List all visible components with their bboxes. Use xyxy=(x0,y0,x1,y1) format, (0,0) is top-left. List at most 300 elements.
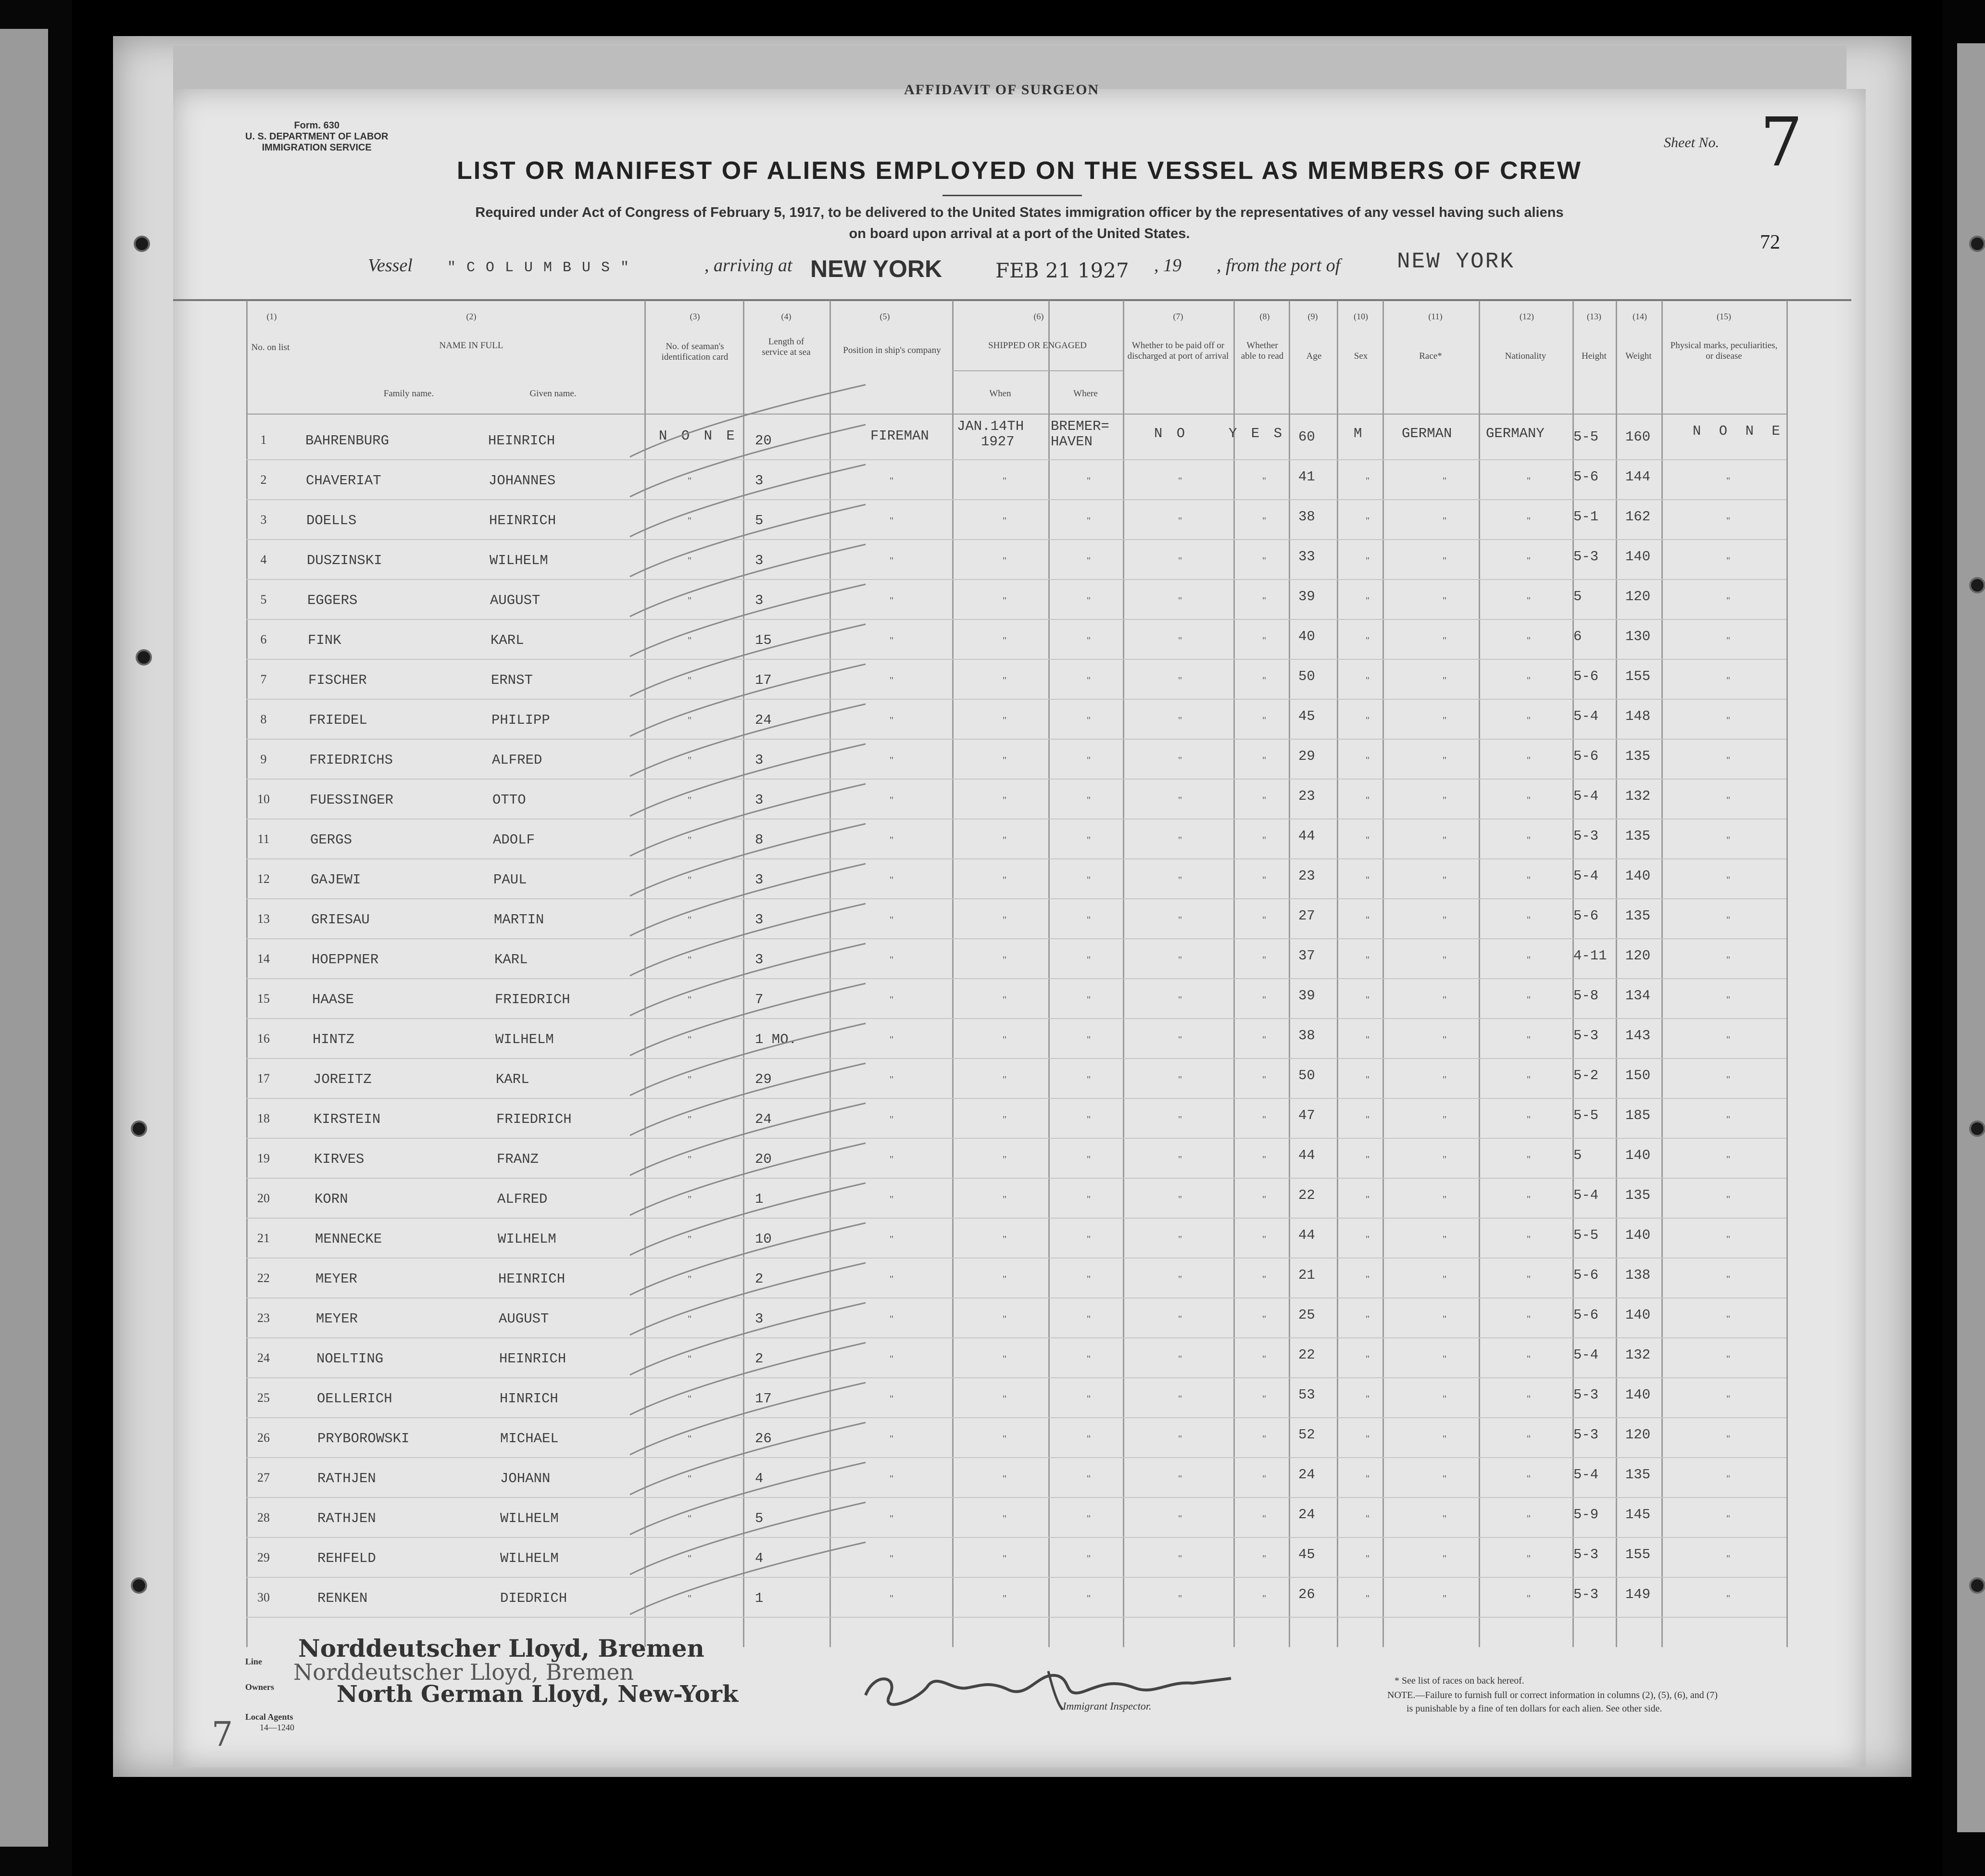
weight-cell: 144 xyxy=(1625,469,1651,485)
pencil-check-stroke xyxy=(630,504,866,577)
family-name-cell: MEYER xyxy=(316,1311,358,1327)
row-number: 17 xyxy=(257,1071,270,1085)
header-seaman-card: No. of seaman's identification card xyxy=(661,341,729,362)
ditto-mark: " xyxy=(688,755,692,766)
ditto-mark: " xyxy=(688,955,692,965)
ditto-mark: " xyxy=(1726,675,1731,686)
ditto-mark: " xyxy=(1527,835,1531,845)
row-number: 2 xyxy=(260,473,267,487)
weight-cell: 140 xyxy=(1625,1387,1651,1403)
ditto-mark: " xyxy=(1087,1194,1091,1205)
row-number: 24 xyxy=(257,1351,270,1365)
given-name-cell: HEINRICH xyxy=(489,513,556,529)
given-name-cell: JOHANN xyxy=(500,1471,551,1486)
given-name-cell: MICHAEL xyxy=(500,1431,559,1447)
length-of-service-cell: 20 xyxy=(755,1151,772,1167)
weight-cell: 132 xyxy=(1625,788,1651,804)
ditto-mark: " xyxy=(1443,1274,1447,1284)
ditto-mark: " xyxy=(890,675,894,686)
length-of-service-cell: 17 xyxy=(755,672,772,688)
given-name-cell: OTTO xyxy=(492,792,526,808)
pencil-check-stroke xyxy=(630,1542,866,1614)
ditto-mark: " xyxy=(1262,1354,1267,1364)
pencil-check-stroke xyxy=(630,864,866,936)
family-name-cell: NOELTING xyxy=(316,1351,384,1367)
ditto-mark: " xyxy=(1262,1234,1267,1245)
ditto-mark: " xyxy=(1262,835,1267,845)
ditto-mark: " xyxy=(1527,795,1531,806)
ditto-mark: " xyxy=(1726,516,1731,526)
ditto-mark: " xyxy=(1178,915,1182,925)
ditto-mark: " xyxy=(1087,1274,1091,1284)
ditto-mark: " xyxy=(1003,995,1007,1005)
ditto-mark: " xyxy=(1443,755,1447,766)
family-name-cell: FISCHER xyxy=(308,672,367,688)
corner-mark: 7 xyxy=(212,1714,233,1754)
ditto-mark: " xyxy=(688,476,692,486)
ditto-mark: " xyxy=(1003,755,1007,766)
ditto-mark: " xyxy=(1726,635,1731,646)
ditto-mark: " xyxy=(1726,1234,1731,1245)
shipped-when-line-1: JAN.14TH xyxy=(957,418,1024,434)
row-number: 5 xyxy=(260,592,267,606)
length-of-service-cell: 3 xyxy=(755,473,764,489)
ditto-mark: " xyxy=(688,595,692,606)
ditto-mark: " xyxy=(890,635,894,646)
weight-cell: 162 xyxy=(1625,509,1651,525)
sex-value: M xyxy=(1354,426,1362,441)
ditto-mark: " xyxy=(1262,755,1267,766)
ditto-mark: " xyxy=(1527,1434,1531,1444)
row-number: 21 xyxy=(257,1231,270,1245)
header-race: Race* xyxy=(1419,351,1442,361)
ditto-mark: " xyxy=(1527,635,1531,646)
age-cell: 24 xyxy=(1298,1507,1315,1523)
ditto-mark: " xyxy=(1003,1034,1007,1045)
weight-cell: 185 xyxy=(1625,1108,1651,1123)
family-name-cell: GAJEWI xyxy=(311,872,361,888)
family-name-cell: FUESSINGER xyxy=(310,792,394,808)
ditto-mark: " xyxy=(1443,915,1447,925)
form-number: Form. 630 xyxy=(294,120,339,131)
ditto-mark: " xyxy=(1178,1114,1182,1125)
ditto-mark: " xyxy=(1003,795,1007,806)
ditto-mark: " xyxy=(1262,1394,1267,1404)
weight-cell: 135 xyxy=(1625,908,1651,924)
ditto-mark: " xyxy=(890,1434,894,1444)
weight-cell: 135 xyxy=(1625,1467,1651,1483)
weight-cell: 149 xyxy=(1625,1586,1651,1602)
ditto-mark: " xyxy=(1262,1513,1267,1524)
given-name-cell: KARL xyxy=(494,952,528,968)
pencil-check-stroke xyxy=(630,584,866,656)
ditto-mark: " xyxy=(1726,755,1731,766)
ditto-mark: " xyxy=(1178,1274,1182,1284)
ditto-mark: " xyxy=(1726,1274,1731,1284)
height-cell: 5-3 xyxy=(1573,1028,1599,1044)
ditto-mark: " xyxy=(688,1513,692,1524)
ditto-mark: " xyxy=(1527,555,1531,566)
ditto-mark: " xyxy=(1003,1154,1007,1165)
ditto-mark: " xyxy=(1178,1553,1182,1564)
weight-cell: 120 xyxy=(1625,589,1651,604)
length-of-service-cell: 1 xyxy=(755,1590,764,1606)
height-cell: 5-6 xyxy=(1573,1267,1599,1283)
ditto-mark: " xyxy=(1726,476,1731,486)
ditto-mark: " xyxy=(1527,595,1531,606)
ditto-mark: " xyxy=(1527,1473,1531,1484)
ditto-mark: " xyxy=(1443,1154,1447,1165)
ditto-mark: " xyxy=(1527,1034,1531,1045)
ditto-mark: " xyxy=(1366,1553,1370,1564)
weight-cell: 140 xyxy=(1625,1147,1651,1163)
column-number: (15) xyxy=(1717,312,1731,321)
age-cell: 25 xyxy=(1298,1307,1315,1323)
ditto-mark: " xyxy=(1726,1553,1731,1564)
ditto-mark: " xyxy=(1178,476,1182,486)
ditto-mark: " xyxy=(1726,875,1731,885)
ditto-mark: " xyxy=(1726,715,1731,726)
ditto-mark: " xyxy=(1443,1354,1447,1364)
ditto-mark: " xyxy=(1527,1354,1531,1364)
ditto-mark: " xyxy=(1003,1354,1007,1364)
height-cell: 5-4 xyxy=(1573,1187,1599,1203)
ditto-mark: " xyxy=(1443,715,1447,726)
owners-label: Owners xyxy=(245,1682,274,1692)
length-of-service-cell: 20 xyxy=(755,433,772,449)
pencil-check-stroke xyxy=(630,1183,866,1255)
given-name-cell: WILHELM xyxy=(500,1550,559,1566)
height-cell: 5 xyxy=(1573,1147,1582,1163)
ditto-mark: " xyxy=(1178,1154,1182,1165)
family-name-cell: BAHRENBURG xyxy=(305,433,389,449)
header-weight: Weight xyxy=(1625,351,1652,361)
ditto-mark: " xyxy=(1178,995,1182,1005)
ditto-mark: " xyxy=(1527,476,1531,486)
ditto-mark: " xyxy=(688,915,692,925)
pencil-check-stroke xyxy=(630,824,866,896)
ditto-mark: " xyxy=(688,1434,692,1444)
column-number: (5) xyxy=(879,312,890,321)
ditto-mark: " xyxy=(1087,715,1091,726)
pencil-check-stroke xyxy=(630,1023,866,1095)
ditto-mark: " xyxy=(890,835,894,845)
given-name-cell: HEINRICH xyxy=(499,1351,566,1367)
ditto-mark: " xyxy=(1087,1593,1091,1604)
ditto-mark: " xyxy=(1527,1194,1531,1205)
length-of-service-cell: 8 xyxy=(755,832,764,848)
ditto-mark: " xyxy=(1087,1034,1091,1045)
ditto-mark: " xyxy=(1003,1234,1007,1245)
age-cell: 26 xyxy=(1298,1586,1315,1602)
length-of-service-cell: 3 xyxy=(755,872,764,888)
local-agents-value: North German Lloyd, New-York xyxy=(337,1681,739,1708)
age-cell: 44 xyxy=(1298,828,1315,844)
header-sex: Sex xyxy=(1354,351,1368,361)
penalty-note-2: is punishable by a fine of ten dollars for each alien. See other side. xyxy=(1407,1703,1662,1714)
ditto-mark: " xyxy=(1527,875,1531,885)
ditto-mark: " xyxy=(1178,595,1182,606)
ditto-mark: " xyxy=(1262,1593,1267,1604)
height-cell: 5-4 xyxy=(1573,788,1599,804)
age-cell: 50 xyxy=(1298,668,1315,684)
ditto-mark: " xyxy=(1003,555,1007,566)
length-of-service-cell: 1 MO. xyxy=(755,1032,797,1047)
ditto-mark: " xyxy=(1366,1394,1370,1404)
given-name-cell: FRANZ xyxy=(497,1151,539,1167)
ditto-mark: " xyxy=(1003,1553,1007,1564)
header-paid-off: Whether to be paid off or discharged at port of arrival xyxy=(1127,340,1229,361)
given-name-cell: AUGUST xyxy=(499,1311,549,1327)
ditto-mark: " xyxy=(1178,875,1182,885)
ditto-mark: " xyxy=(688,835,692,845)
height-cell: 5-4 xyxy=(1573,708,1599,724)
pencil-check-stroke xyxy=(630,744,866,816)
ditto-mark: " xyxy=(1443,675,1447,686)
row-number: 20 xyxy=(257,1191,270,1205)
sheet-number-label: Sheet No. xyxy=(1664,135,1719,151)
given-name-cell: PAUL xyxy=(493,872,527,888)
family-name-cell: FRIEDEL xyxy=(309,712,367,728)
vessel-label: Vessel xyxy=(368,255,413,276)
ditto-mark: " xyxy=(1003,1274,1007,1284)
family-name-cell: FRIEDRICHS xyxy=(309,752,393,768)
column-number: (9) xyxy=(1307,312,1318,321)
ditto-mark: " xyxy=(1527,1274,1531,1284)
arriving-label: , arriving at xyxy=(704,255,792,276)
ditto-mark: " xyxy=(1366,516,1370,526)
ditto-mark: " xyxy=(1726,795,1731,806)
pencil-check-stroke xyxy=(630,784,866,856)
weight-cell: 150 xyxy=(1625,1068,1651,1083)
ditto-mark: " xyxy=(890,555,894,566)
family-name-cell: MEYER xyxy=(315,1271,358,1287)
height-cell: 5-5 xyxy=(1573,1227,1599,1243)
length-of-service-cell: 15 xyxy=(755,632,772,648)
ditto-mark: " xyxy=(1443,1513,1447,1524)
ditto-mark: " xyxy=(1262,955,1267,965)
weight-cell: 145 xyxy=(1625,1507,1651,1523)
ditto-mark: " xyxy=(1726,1473,1731,1484)
length-of-service-cell: 17 xyxy=(755,1391,772,1407)
ditto-mark: " xyxy=(1262,1074,1267,1085)
weight-cell: 155 xyxy=(1625,668,1651,684)
ditto-mark: " xyxy=(1262,675,1267,686)
length-of-service-cell: 29 xyxy=(755,1071,772,1087)
column-number: (1) xyxy=(266,312,277,321)
ditto-mark: " xyxy=(688,1114,692,1125)
ditto-mark: " xyxy=(1003,1394,1007,1404)
ditto-mark: " xyxy=(1087,555,1091,566)
age-cell: 38 xyxy=(1298,1028,1315,1044)
family-name-cell: GRIESAU xyxy=(311,912,370,928)
ditto-mark: " xyxy=(1366,1194,1370,1205)
weight-cell: 130 xyxy=(1625,629,1651,644)
column-number: (8) xyxy=(1259,312,1270,321)
ditto-mark: " xyxy=(688,1354,692,1364)
given-name-cell: HINRICH xyxy=(500,1391,558,1407)
column-number: (3) xyxy=(690,312,700,321)
ditto-mark: " xyxy=(1726,555,1731,566)
ditto-mark: " xyxy=(1087,955,1091,965)
pencil-check-stroke xyxy=(630,1423,866,1495)
weight-cell: 155 xyxy=(1625,1547,1651,1562)
given-name-cell: WILHELM xyxy=(500,1511,559,1526)
ditto-mark: " xyxy=(1366,955,1370,965)
ditto-mark: " xyxy=(890,1314,894,1324)
age-cell: 44 xyxy=(1298,1147,1315,1163)
ditto-mark: " xyxy=(1003,595,1007,606)
row-number: 26 xyxy=(257,1431,270,1445)
ditto-mark: " xyxy=(1178,715,1182,726)
given-name-cell: WILHELM xyxy=(495,1032,554,1047)
column-number: (10) xyxy=(1354,312,1368,321)
pencil-check-stroke xyxy=(630,1383,866,1455)
header-length-of-service: Length of service at sea xyxy=(762,337,811,357)
ditto-mark: " xyxy=(1527,675,1531,686)
ditto-mark: " xyxy=(1262,1473,1267,1484)
ditto-mark: " xyxy=(1726,1314,1731,1324)
ditto-mark: " xyxy=(1366,476,1370,486)
ditto-mark: " xyxy=(890,755,894,766)
family-name-cell: CHAVERIAT xyxy=(306,473,381,489)
ditto-mark: " xyxy=(1443,1234,1447,1245)
ditto-mark: " xyxy=(1003,675,1007,686)
ditto-mark: " xyxy=(1366,1434,1370,1444)
length-of-service-cell: 24 xyxy=(755,712,772,728)
row-number: 13 xyxy=(257,912,270,926)
able-to-read-value: Y E S xyxy=(1229,426,1285,441)
ditto-mark: " xyxy=(890,516,894,526)
ditto-mark: " xyxy=(1003,476,1007,486)
ditto-mark: " xyxy=(890,1593,894,1604)
ditto-mark: " xyxy=(1443,1034,1447,1045)
height-cell: 5-5 xyxy=(1573,1108,1599,1123)
row-number: 25 xyxy=(257,1391,270,1405)
position-value: FIREMAN xyxy=(870,428,929,444)
ditto-mark: " xyxy=(890,995,894,1005)
ditto-mark: " xyxy=(1527,1234,1531,1245)
row-number: 29 xyxy=(257,1550,270,1564)
ditto-mark: " xyxy=(1527,1394,1531,1404)
ditto-mark: " xyxy=(1178,635,1182,646)
ditto-mark: " xyxy=(1443,1074,1447,1085)
height-cell: 5-9 xyxy=(1573,1507,1599,1523)
header-age: Age xyxy=(1306,351,1322,361)
ditto-mark: " xyxy=(1366,915,1370,925)
ditto-mark: " xyxy=(688,675,692,686)
row-number: 15 xyxy=(257,992,270,1006)
family-name-cell: KIRVES xyxy=(314,1151,364,1167)
weight-cell: 135 xyxy=(1625,828,1651,844)
ditto-mark: " xyxy=(1003,1114,1007,1125)
ditto-mark: " xyxy=(1003,635,1007,646)
ditto-mark: " xyxy=(1003,715,1007,726)
age-cell: 39 xyxy=(1298,589,1315,604)
age-cell: 45 xyxy=(1298,708,1315,724)
ditto-mark: " xyxy=(688,516,692,526)
ditto-mark: " xyxy=(1003,875,1007,885)
given-name-cell: WILHELM xyxy=(490,553,548,568)
row-number: 12 xyxy=(257,872,270,886)
ditto-mark: " xyxy=(1443,1314,1447,1324)
height-cell: 5-4 xyxy=(1573,868,1599,884)
ditto-mark: " xyxy=(1527,955,1531,965)
ditto-mark: " xyxy=(1726,1114,1731,1125)
ditto-mark: " xyxy=(688,1034,692,1045)
ditto-mark: " xyxy=(890,875,894,885)
sheet-number: 7 xyxy=(1760,103,1803,182)
year-label: , 19 xyxy=(1154,255,1181,276)
ditto-mark: " xyxy=(1087,1234,1091,1245)
row-number: 9 xyxy=(260,752,267,766)
pencil-check-stroke xyxy=(630,1063,866,1135)
given-name-cell: FRIEDRICH xyxy=(496,1111,572,1127)
row-number: 16 xyxy=(257,1032,270,1045)
ditto-mark: " xyxy=(1087,1114,1091,1125)
weight-cell: 132 xyxy=(1625,1347,1651,1363)
ditto-mark: " xyxy=(1262,1114,1267,1125)
ditto-mark: " xyxy=(1003,1194,1007,1205)
ditto-mark: " xyxy=(1262,795,1267,806)
ditto-mark: " xyxy=(1262,1154,1267,1165)
ditto-mark: " xyxy=(1443,995,1447,1005)
header-height: Height xyxy=(1582,351,1607,361)
weight-cell: 140 xyxy=(1625,549,1651,565)
owners-value: Norddeutscher Lloyd, Bremen xyxy=(293,1659,634,1685)
height-cell: 5-4 xyxy=(1573,1347,1599,1363)
pencil-check-stroke xyxy=(630,425,866,497)
ditto-mark: " xyxy=(1178,1354,1182,1364)
ditto-mark: " xyxy=(1527,995,1531,1005)
height-cell: 5-3 xyxy=(1573,1427,1599,1443)
ditto-mark: " xyxy=(890,1473,894,1484)
length-of-service-cell: 5 xyxy=(755,513,764,529)
ditto-mark: " xyxy=(1366,795,1370,806)
length-of-service-cell: 3 xyxy=(755,912,764,928)
ditto-mark: " xyxy=(688,875,692,885)
ditto-mark: " xyxy=(890,795,894,806)
department-name: U. S. DEPARTMENT OF LABOR xyxy=(245,131,389,142)
height-cell: 6 xyxy=(1573,629,1582,644)
ditto-mark: " xyxy=(1262,915,1267,925)
header-nationality: Nationality xyxy=(1505,351,1546,361)
header-name-in-full: NAME IN FULL xyxy=(439,340,503,351)
age-cell: 22 xyxy=(1298,1347,1315,1363)
ditto-mark: " xyxy=(1726,835,1731,845)
ditto-mark: " xyxy=(1366,635,1370,646)
ditto-mark: " xyxy=(1366,1314,1370,1324)
paid-off-value: N O xyxy=(1154,426,1188,441)
row-number: 27 xyxy=(257,1471,270,1485)
ditto-mark: " xyxy=(1726,1593,1731,1604)
shipped-where-line-1: BREMER= xyxy=(1051,418,1109,434)
ditto-mark: " xyxy=(1443,635,1447,646)
ditto-mark: " xyxy=(1366,995,1370,1005)
pencil-check-stroke xyxy=(630,664,866,736)
ditto-mark: " xyxy=(1443,1394,1447,1404)
pencil-check-stroke xyxy=(630,1343,866,1415)
ditto-mark: " xyxy=(1527,1154,1531,1165)
family-name-cell: FINK xyxy=(308,632,341,648)
ditto-mark: " xyxy=(890,1354,894,1364)
ditto-mark: " xyxy=(1726,915,1731,925)
ditto-mark: " xyxy=(1087,795,1091,806)
ditto-mark: " xyxy=(1262,555,1267,566)
height-cell: 5-1 xyxy=(1573,509,1599,525)
ditto-mark: " xyxy=(1527,1513,1531,1524)
ditto-mark: " xyxy=(1178,955,1182,965)
